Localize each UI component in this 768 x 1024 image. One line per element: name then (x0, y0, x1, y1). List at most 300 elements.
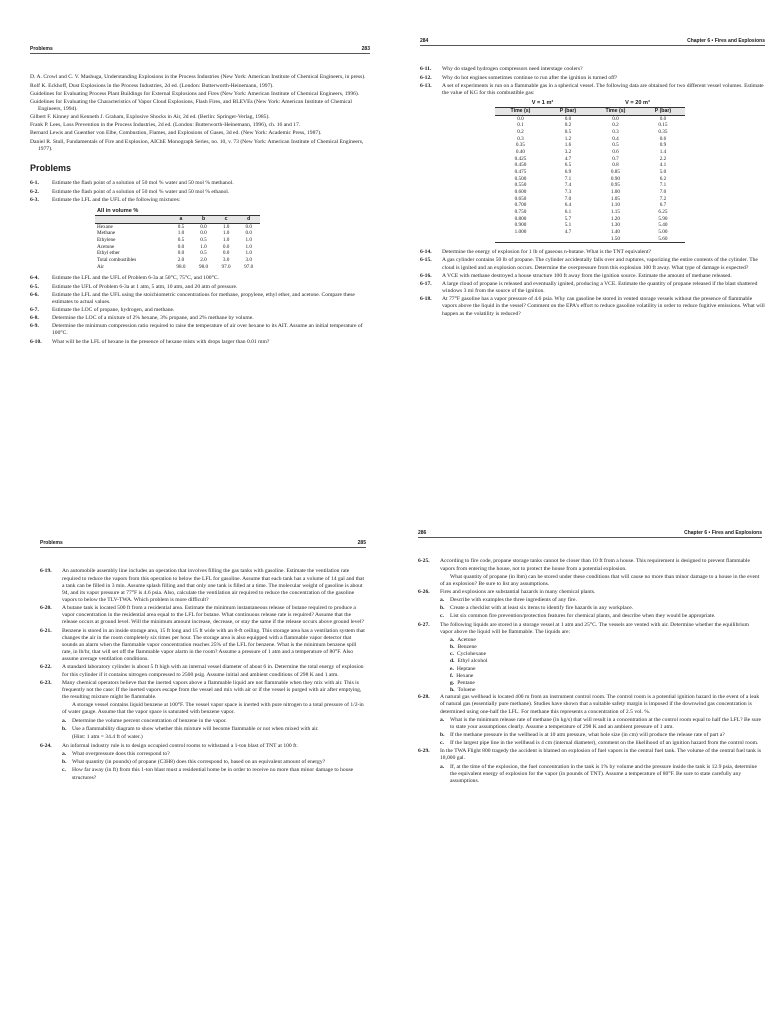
table-caption: All in volume % (95, 208, 260, 216)
problem (40, 568, 366, 604)
table-cell: 5.60 (641, 236, 685, 243)
table-cell: 1.0 (222, 223, 230, 230)
section-title: Problems (30, 162, 72, 173)
table-header: Time (s) (495, 108, 546, 116)
table-cell: 1.0 (200, 243, 207, 250)
page-header (420, 38, 765, 46)
table-cell: 5.7 (564, 215, 572, 222)
table-row (495, 209, 685, 216)
table-cell: 0.0 (200, 223, 207, 230)
table-cell: 0.6 (659, 135, 667, 142)
problem-number: 6-6. (30, 291, 39, 298)
table-cell: 7.2 (659, 195, 667, 202)
table-cell: 0.0 (612, 115, 619, 122)
sub-letter: a. (440, 763, 445, 770)
sub-text: Create a checklist with at least six items to identify fire hazards in any workplace. (450, 605, 634, 612)
list-item (418, 651, 762, 658)
sub-question (440, 732, 762, 739)
table-header: Time (s) (590, 108, 641, 116)
reference: Frank P. Lees, Loss Prevention in the Process Industries, 2d ed. (London: Butterworth-Heinemann, 1996), ch. 16 and 17. (30, 122, 301, 129)
table-cell: 1.20 (610, 215, 620, 222)
table-cell: 1.0 (222, 237, 230, 244)
table-row (495, 162, 685, 169)
item-text: Hexane (456, 672, 474, 679)
table-cell: 7.3 (564, 189, 572, 196)
problem (40, 605, 366, 626)
table-cell: 0.0 (517, 115, 524, 122)
table-cell: 0.0 (245, 230, 252, 237)
table-cell: 0.5 (177, 223, 185, 230)
table-header: b (192, 216, 215, 224)
table-cell: 0.0 (564, 115, 572, 122)
problem-text: A natural gas wellhead is located 400 m from an instrument control room. The control room is a potential ignition hazard in the event of a leak of natural gas (essentially pure methane). Studies have shown that a suitable safety margin is imposed if the downwind gas concentration is determined using one-half the LFL. For methane this represents a concentration of 2.5 vol. %. (440, 694, 760, 715)
problem-number: 6-25. (418, 558, 430, 565)
table-cell: 1.00 (610, 189, 620, 196)
problem-number: 6-22. (40, 664, 52, 671)
table-row (495, 122, 685, 129)
table-cell: Total combustibles (97, 257, 137, 264)
table-cell: 0.0 (177, 243, 185, 250)
problem-continuation: A storage vessel contains liquid benzene at 100°F. The vessel vapor space is inerted with pure nitrogen to a total pressure of 1/2-in of water gauge. Assume that the vapor space is saturated with benzene vapor. (62, 702, 364, 716)
problem-number: 6-16. (420, 272, 432, 279)
page-header (40, 540, 366, 548)
sub-text: What overpressure does this correspond to? (72, 751, 170, 758)
sub-question (440, 764, 762, 785)
table-cell: 6.7 (659, 202, 667, 209)
problem (30, 189, 370, 196)
table-cell: 5.1 (564, 222, 572, 229)
table-cell: 0.800 (514, 215, 527, 222)
sub-letter: a. (440, 597, 445, 604)
problem (420, 257, 765, 271)
sub-letter: a. (62, 751, 67, 758)
sub-question (62, 751, 366, 758)
problem (30, 307, 370, 314)
sub-question (440, 613, 762, 620)
table-cell: 0.15 (658, 122, 668, 129)
table-cell: 0.0 (222, 243, 230, 250)
table-cell: 0.95 (610, 182, 620, 189)
item-letter: b. (450, 644, 455, 651)
problem (40, 664, 366, 678)
problem-text: Determine the energy of explosion for 1 lb of gaseous n-butane. What is the TNT equivalent? (442, 249, 651, 256)
sub-text: Determine the volume percent concentration of benzene in the vapor. (72, 717, 227, 724)
problem-text: Estimate the flash point of a solution of 50 mol % water and 50 mol % methanol. (52, 180, 234, 187)
item-letter: g. (450, 679, 455, 686)
problem-number: 6-12. (420, 74, 432, 81)
hint: (Hint: 1 atm = 34.4 ft of water.) (72, 733, 143, 740)
sub-text: If the largest pipe line in the wellhead is 4 cm (internal diameter), comment on the likelihood of an ignition hazard from the control room. (450, 740, 759, 747)
running-head: Chapter 6 • Fires and Explosions (687, 38, 765, 44)
problem-text: An automobile assembly line includes an operation that involves filling the gas tanks with gasoline. Estimate the ventilation rate required to reduce the vapors from this operation to below the LFL for gasoline. Assume that each tank has a volume of 14 gal and that a tank can be filled in 3 min. Assume splash filling and that only one tank is filled at a time. The molecular weight of gasoline is about 94, and its vapor pressure at 77°F is 4.6 psia. Also, calculate the ventilation air required to reduce the concentration of the gasoline vapors to below the TLV-TWA. Which problem is more difficult? (62, 568, 365, 604)
running-head: Problems (40, 540, 63, 546)
table-cell (546, 236, 590, 243)
item-letter: e. (450, 665, 454, 672)
sub-question (440, 597, 762, 604)
problem-text: A set of experiments is run on a flammable gas in a spherical vessel. The following data are obtained for two different vessel volumes. Estimate the value of KG for this combustible gas: (442, 82, 764, 96)
table-row (495, 236, 685, 243)
sub-letter: b. (62, 725, 67, 732)
table-row (495, 189, 685, 196)
problem-number: 6-14. (420, 249, 432, 256)
table-row (95, 223, 260, 230)
reference: Gilbert F. Kinney and Kenneth J. Graham, Explosive Shocks in Air, 2d ed. (Berlin: Springer-Verlag, 1985). (30, 114, 270, 121)
table-row (495, 136, 685, 143)
sub-question (440, 717, 762, 731)
problem-number: 6-3. (30, 196, 39, 203)
reference-list (30, 74, 370, 153)
table-row (495, 156, 685, 163)
table-cell: 0.7 (612, 155, 619, 162)
table-header-row (95, 216, 260, 224)
table-cell: 1.6 (564, 142, 572, 149)
problem-text: Estimate the LFL and the UFL of Problem 6-3a at 50°C, 75°C, and 100°C. (52, 275, 219, 282)
table-cell: 0.2 (612, 122, 619, 129)
table-cell: 0.85 (610, 169, 620, 176)
table-cell: Ethylene (97, 237, 116, 244)
table-cell: 98.0 (176, 263, 186, 270)
sub-text: If the methane pressure in the wellhead is at 10 atm pressure, what hole size (in cm) will produce the release rate of part a? (450, 731, 725, 738)
problem-text: Estimate the LOC of propane, hydrogen, and methane. (52, 306, 175, 313)
table-row (495, 115, 685, 122)
table-cell: 3.0 (222, 257, 230, 264)
table-row (495, 202, 685, 209)
sub-letter: b. (440, 731, 445, 738)
problem-number: 6-28. (418, 694, 430, 701)
problem (40, 628, 366, 664)
table-cell: 0.700 (514, 202, 527, 209)
problem (30, 197, 370, 204)
reference: D. A. Crowl and C. V. Mashuga, Understanding Explosions in the Process Industries (New York: American Institute of Chemical Engineers, in press). (30, 74, 366, 81)
problem-number: 6-15. (420, 257, 432, 264)
table-row (495, 169, 685, 176)
table-row (95, 264, 260, 271)
table-cell: 0.5 (200, 237, 207, 244)
table-cell: 1.0 (177, 230, 185, 237)
group-header-20m3: V = 20 m³ (590, 100, 685, 108)
group-header-1m3: V = 1 m³ (495, 100, 590, 108)
sub-letter: c. (440, 740, 444, 747)
table-row (495, 222, 685, 229)
table-row (495, 182, 685, 189)
table-cell: 7.1 (659, 182, 667, 189)
problem (418, 622, 762, 636)
table-cell: 5.40 (658, 222, 668, 229)
table-cell: 97.0 (221, 263, 231, 270)
problem-number: 6-27. (418, 621, 430, 628)
sub-letter: c. (62, 767, 66, 774)
table-cell: 0.40 (515, 149, 525, 156)
problem (418, 558, 762, 572)
page-284 (420, 38, 765, 508)
sub-text: If, at the time of the explosion, the fuel concentration in the tank is 1% by volume and the pressure inside the tank is 12.9 psia, determine the equivalent energy of explosion for the vapor (in pounds of TNT). Assume a temperature of 80°F. Be sure to state carefully any assumptions. (450, 763, 757, 784)
problem (30, 339, 370, 346)
table-cell: 1.0 (222, 230, 230, 237)
problem (420, 83, 765, 97)
table-cell: 3.0 (245, 257, 252, 264)
table-row (95, 230, 260, 237)
table-row (95, 257, 260, 264)
reference: Rolf K. Eckhoff, Dust Explosions in the Process Industries, 2d ed. (London: Butterworth-Heinemann, 1997). (30, 82, 274, 89)
problem-number: 6-20. (40, 605, 52, 612)
item-text: Heptane (456, 665, 476, 672)
page-number: 285 (357, 540, 366, 546)
page-number: 283 (361, 46, 370, 52)
reference: Guidelines for Evaluating the Characteristics of Vapor Cloud Explosions, Flash Fires, and BLEVEs (New York: American Institute of Chemical Engineers, 1994). (30, 98, 352, 113)
sub-letter: b. (440, 605, 445, 612)
problem (30, 275, 370, 282)
page-number: 286 (418, 530, 427, 536)
list-item (418, 658, 762, 665)
problem (418, 748, 762, 762)
table-row (495, 149, 685, 156)
table-cell: 0.500 (514, 175, 527, 182)
problem-number: 6-29. (418, 748, 430, 755)
problem-text: According to fire code, propane storage tanks cannot be closer than 10 ft from a house. This requirement is designed to prevent flammable vapors from entering the house, not to protect the house from a potential explosion. (440, 558, 750, 572)
table-cell: 0.2 (517, 129, 524, 136)
table-cell: 0.5 (200, 250, 207, 257)
list-item (418, 673, 762, 680)
problem-number: 6-26. (418, 589, 430, 596)
table-cell: 0.9 (659, 142, 667, 149)
table-cell: 1.0 (245, 237, 252, 244)
problem (418, 589, 762, 596)
problem (30, 292, 370, 306)
table-header: a (170, 216, 193, 224)
item-text: Pentane (457, 679, 475, 686)
problem-text: A VCE with methane destroyed a house structure 100 ft away from the ignition source. Estimate the amount of methane released. (442, 272, 732, 279)
table-cell: 6.4 (564, 202, 572, 209)
table-row (495, 229, 685, 236)
sub-text: Use a flammability diagram to show whether this mixture will become flammable or not when mixed with air. (72, 725, 319, 732)
table-cell: 4.7 (564, 155, 572, 162)
table-cell: 1.2 (564, 135, 572, 142)
problem-text: Determine the minimum compression ratio required to raise the temperature of air over hexane to its AIT. Assume an initial temperature of 100°C. (52, 323, 363, 337)
table-cell: 5.00 (658, 228, 668, 235)
table-row (495, 129, 685, 136)
table-cell: 0.3 (517, 135, 524, 142)
list-item (418, 637, 762, 644)
table-cell: Hexane (97, 223, 113, 230)
table-body (95, 223, 260, 270)
problem-number: 6-18. (420, 296, 432, 303)
reference: Daniel R. Stull, Fundamentals of Fire and Explosion, AIChE Monograph Series, no. 10, v. 73 (New York: American Institute of Chemical Engineers, 1977). (30, 138, 364, 152)
table-cell: 7.0 (659, 189, 667, 196)
problem-text: A butane tank is located 500 ft from a residential area. Estimate the minimum instantaneous release of butane required to produce a vapor concentration in the residential area equal to the LFL for butane. What continuous release rate is required? Assume that the release occurs at ground level. Will the minimum amount increase, decrease, or stay the same if the release occurs above ground level? (62, 605, 364, 626)
table-cell: 6.9 (564, 169, 572, 176)
table-cell: 1.05 (610, 195, 620, 202)
problem (420, 66, 765, 73)
table-cell: 6.5 (564, 162, 572, 169)
table-cell: 6.25 (658, 209, 668, 216)
problem (420, 296, 765, 317)
problem-text: A gas cylinder contains 50 lb of propane. The cylinder accidentally falls over and ruptures, vaporizing the entire contents of the cylinder. The cloud is ignited and an explosion occurs. Determine the overpressure from this explosion 100 ft away. What type of damage is expected? (442, 257, 758, 271)
problem (420, 75, 765, 82)
table-cell: 1.15 (610, 209, 620, 216)
problem-continuation: What quantity of propane (in lbm) can be stored under these conditions that will cause no more than minor damage to a house in the event of an explosion? Be sure to list any assumptions. (440, 573, 760, 587)
sub-text: List six common fire prevention/protection features for chemical plants, and describe when they would be appropriate. (450, 613, 716, 620)
table-cell: 1.0 (245, 243, 252, 250)
problem-number: 6-11. (420, 66, 432, 73)
problem-text: A large cloud of propane is released and eventually ignited, producing a VCE. Estimate the quantity of propane released if the blast shattered windows 3 mi from the source of the ignition. (442, 280, 758, 295)
table-header-row (495, 108, 685, 116)
problem-text: At 77°F gasoline has a vapor pressure of 4.6 psia. Why can gasoline be stored in vented storage vessels without the presence of flammable vapors above the liquid in the vessel? Comment on the EPA's effort to reduce gasoline volatility in order to reduce fugitive emissions. What will happen as the volatility is reduced? (442, 296, 765, 317)
page-286 (418, 530, 762, 1000)
table-cell: 0.35 (515, 142, 525, 149)
table-cell: 0.600 (514, 189, 527, 196)
problem-number: 6-21. (40, 627, 52, 634)
problem-text: Many chemical operators believe that the inerted vapors above a flammable liquid are not flammable when they mix with air. This is frequently not the case: If the inerted vapors escape from the vessel and mix with air or if the vessel is purged with air after emptying, the resulting mixture might be flammable. (62, 679, 362, 701)
page-number: 284 (420, 38, 429, 44)
table-row (95, 237, 260, 244)
running-head: Chapter 6 • Fires and Explosions (684, 530, 762, 536)
sub-question (440, 740, 762, 747)
table-cell: 2.0 (200, 257, 207, 264)
sub-question (62, 718, 366, 725)
problem-text: Estimate the UFL of Problem 6-3a at 1 atm, 5 atm, 10 atm, and 20 atm of pressure. (52, 283, 238, 290)
sub-question (440, 605, 762, 612)
table-cell: Air (97, 263, 104, 270)
problem (30, 315, 370, 322)
table-cell: 6.2 (659, 175, 667, 182)
problem (30, 284, 370, 291)
running-head: Problems (30, 46, 53, 52)
problem-number: 6-10. (30, 338, 42, 345)
table-cell (495, 236, 546, 243)
problem (30, 323, 370, 337)
table-cell: Methane (97, 230, 116, 237)
problem-number: 6-8. (30, 315, 39, 322)
problem-text: The following liquids are stored in a storage vessel at 1 atm and 25°C. The vessels are vented with air. Determine whether the equilibrium vapor above the liquid will be flammable. The liquids are: (440, 621, 749, 635)
table-cell: 0.0 (659, 115, 667, 122)
problem (40, 743, 366, 750)
sub-text: How far away (in ft) from this 1-ton blast must a residential home be in order to receive no more than minor damage to house structures? (72, 767, 354, 781)
problem-text: An informal industry rule is to design occupied control rooms to withstand a 1-ton blast of TNT at 100 ft. (62, 742, 298, 749)
item-text: Acetone (457, 636, 476, 643)
table-cell: 0.8 (612, 162, 619, 169)
table-cell: 6.1 (564, 209, 572, 216)
sub-letter: a. (62, 717, 67, 724)
problem (30, 180, 370, 187)
problem-text: Benzene is stored in an inside storage area, 15 ft long and 15 ft wide with an 8-ft ceiling. This storage area has a ventilation system that changes the air in the room completely six times per hour. The storage area is also equipped with a flammable vapor detector that sounds an alarm when the flammable vapor concentration reaches 25% of the LFL for benzene. What is the minimum benzene spill rate, in lb/hr, that will set off the flammable vapor alarm in the room? Assume a pressure of 1 atm and a temperature of 80°F. Also assume average ventilation conditions. (62, 627, 365, 663)
problem (40, 680, 366, 701)
table-cell: 1.50 (590, 236, 641, 243)
list-item (418, 644, 762, 651)
problem-number: 6-5. (30, 283, 39, 290)
item-text: Benzene (457, 644, 477, 651)
table-header: d (237, 216, 260, 224)
mixture-table (95, 208, 260, 270)
item-text: Cyclohexane (456, 651, 487, 658)
table-cell: 0.35 (658, 129, 668, 136)
table-cell: 97.0 (244, 263, 254, 270)
table-cell: 0.5 (564, 129, 572, 136)
item-letter: a. (450, 636, 455, 643)
table-cell: 1.10 (610, 202, 620, 209)
reference: Guidelines for Evaluating Process Plant Buildings for External Explosions and Fires (New York: American Institute of Chemical Engineers, 1996). (30, 90, 360, 97)
problem-number: 6-7. (30, 306, 39, 313)
problem-text: A standard laboratory cylinder is about 5 ft high with an internal vessel diameter of about 6 in. Determine the total energy of explosion for this cylinder if it contains nitrogen compressed to 2500 psig. Assume initial and ambient conditions of 298 K and 1 atm. (62, 664, 364, 678)
table-cell: 0.3 (612, 129, 619, 136)
pressure-data-table (495, 100, 685, 243)
problem-text: Why do hot engines sometimes continue to run after the ignition is turned off? (442, 74, 618, 81)
table-cell: 1.000 (514, 228, 527, 235)
table-row (95, 250, 260, 257)
table-cell: 0.450 (514, 162, 527, 169)
problem-number: 6-9. (30, 323, 39, 330)
problem-number: 6-13. (420, 82, 432, 89)
table-body (495, 115, 685, 242)
item-letter: f. (450, 672, 454, 679)
table-cell: 0.5 (612, 142, 619, 149)
table-cell: 0.750 (514, 209, 527, 216)
table-cell: 5.90 (658, 215, 668, 222)
problem-number: 6-1. (30, 180, 39, 187)
table-cell: 2.2 (659, 155, 667, 162)
list-item (418, 666, 762, 673)
table-cell: 0.0 (222, 250, 230, 257)
problem-text: What will be the LFL of hexane in the presence of hexane mists with drops larger than 0.01 mm? (52, 338, 270, 345)
table-cell: 7.0 (564, 195, 572, 202)
table-cell: 0.650 (514, 195, 527, 202)
table-cell: 7.4 (564, 182, 572, 189)
problem (420, 273, 765, 280)
page-285 (40, 540, 366, 1010)
problem-text: Why do staged hydrogen compressors need interstage coolers? (442, 66, 583, 73)
item-letter: c. (450, 651, 454, 658)
problem-text: Estimate the LFL and the UFL using the stoichiometric concentrations for methane, propylene, ethyl ether, and acetone. Compare these estimates to actual values. (52, 291, 355, 305)
page-283 (30, 46, 370, 516)
problem-number: 6-17. (420, 280, 432, 287)
table-cell: 0.0 (200, 230, 207, 237)
table-cell: 1.30 (610, 222, 620, 229)
table-cell: 1.40 (610, 228, 620, 235)
table-header: P (bar) (641, 108, 685, 116)
table-cell: 98.0 (198, 263, 209, 270)
problem-number: 6-24. (40, 742, 52, 749)
problem-text: Estimate the LFL and the UFL of the following mixtures: (52, 196, 181, 203)
sub-text: What quantity (in pounds) of propane (C3H8) does this correspond to, based on an equivalent amount of energy? (72, 759, 326, 766)
problem-number: 6-4. (30, 275, 39, 282)
table-cell: 0.0 (177, 250, 185, 257)
table-cell: 0.2 (564, 122, 572, 129)
table-header (95, 216, 170, 224)
problem-text: Estimate the flash point of a solution of 50 mol % water and 50 mol % ethanol. (52, 188, 230, 195)
table-cell: 0.900 (514, 222, 527, 229)
table-header: P (bar) (546, 108, 590, 116)
table-cell: 0.4 (612, 135, 619, 142)
sub-letter: c. (440, 613, 444, 620)
table-cell: 0.550 (514, 182, 527, 189)
item-letter: h. (450, 687, 455, 694)
item-letter: d. (450, 658, 455, 665)
problem-number: 6-2. (30, 188, 39, 195)
table-cell: 4.1 (659, 162, 667, 169)
table-cell: 0.0 (245, 223, 252, 230)
table-row (495, 176, 685, 183)
table-cell: Acetone (97, 243, 115, 250)
table-row (95, 244, 260, 251)
sub-question (62, 767, 366, 781)
table-cell: Ethyl ether (97, 250, 120, 257)
table-row (495, 196, 685, 203)
problem (418, 694, 762, 715)
liquid-list (418, 637, 762, 694)
page-header (418, 530, 762, 538)
table-cell: 2.0 (177, 257, 185, 264)
page-header (30, 46, 370, 54)
problem-text: Determine the LOC of a mixture of 2% hexane, 3% propane, and 2% methane by volume. (52, 315, 254, 322)
